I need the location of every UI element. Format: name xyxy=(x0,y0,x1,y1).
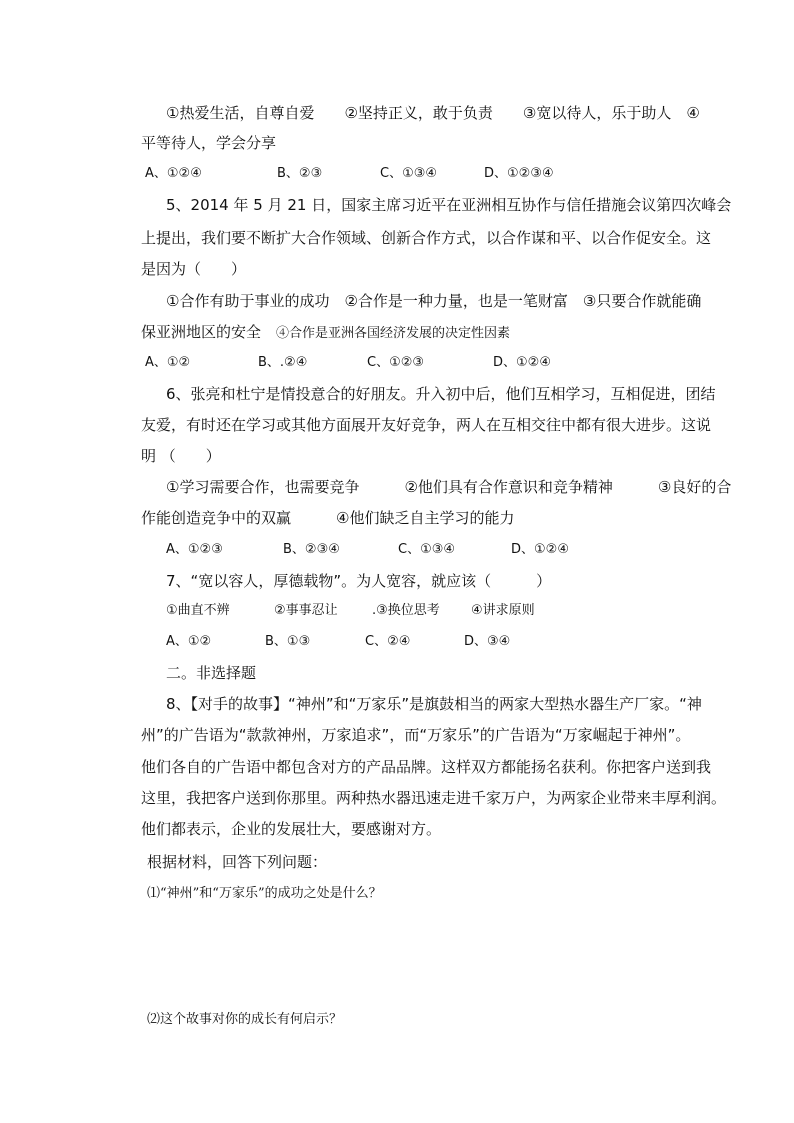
q6-option-c: C、①③④ xyxy=(398,542,456,557)
q5-statements-line2-a: 保亚洲地区的安全 xyxy=(141,323,277,341)
q5-statements-line2 xyxy=(141,322,510,344)
q5-statements-line1: ①合作有助于事业的成功 ②合作是一种力量，也是一笔财富 ③只要合作就能确 xyxy=(166,292,702,310)
q5-stem-line1: 5、2014 年 5 月 21 日，国家主席习近平在亚洲相互协作与信任措施会议第四次峰会 xyxy=(166,196,732,214)
q7-stem: 7、“宽以容人，厚德载物”。为人宽容，就应该（ ） xyxy=(166,572,552,590)
q6-option-b: B、②③④ xyxy=(283,542,340,557)
q6-stem-line2: 友爱，有时还在学习或其他方面展开友好竞争，两人在互相交往中都有很大进步。这说 xyxy=(141,416,712,434)
q7-statement-4: ④讲求原则 xyxy=(471,603,535,618)
q6-statements-line1: ①学习需要合作，也需要竞争 ②他们具有合作意识和竞争精神 ③良好的合 xyxy=(166,478,732,496)
q4-option-a: A、①②④ xyxy=(145,166,202,181)
q7-statement-3: .③换位思考 xyxy=(372,603,440,618)
q7-statement-2: ②事事忍让 xyxy=(274,603,338,618)
q8-material-line1: 8、【对手的故事】“神州”和“万家乐”是旗鼓相当的两家大型热水器生产厂家。“神 xyxy=(166,695,702,713)
q6-option-a: A、①②③ xyxy=(166,542,223,557)
q6-option-d: D、①②④ xyxy=(511,542,569,557)
q6-stem-line3: 明 （ ） xyxy=(141,447,221,465)
q4-option-d: D、①②③④ xyxy=(484,166,554,181)
q5-stem-line2: 上提出，我们要不断扩大合作领域、创新合作方式，以合作谋和平、以合作促安全。这 xyxy=(141,229,712,247)
q7-option-d: D、③④ xyxy=(464,634,511,649)
q5-option-d: D、①②④ xyxy=(493,355,551,370)
q4-statements-line2: 平等待人，学会分享 xyxy=(141,134,277,152)
q7-option-a: A、①② xyxy=(166,634,212,649)
q6-stem-line1: 6、张亮和杜宁是情投意合的好朋友。升入初中后，他们互相学习，互相促进，团结 xyxy=(166,385,716,403)
q4-option-c: C、①③④ xyxy=(380,166,438,181)
q5-statements-line2-b: ④合作是亚洲各国经济发展的决定性因素 xyxy=(276,326,511,341)
q8-material-line5: 他们都表示，企业的发展壮大，要感谢对方。 xyxy=(141,820,442,838)
q5-option-b: B、.②④ xyxy=(258,355,308,370)
q8-material-line2: 州”的广告语为“款款神州，万家追求”，而“万家乐”的广告语为“万家崛起于神州”。 xyxy=(141,726,691,744)
q8-material-line3: 他们各自的广告语中都包含对方的产品品牌。这样双方都能扬名获利。你把客户送到我 xyxy=(141,758,712,776)
q5-option-c: C、①②③ xyxy=(367,355,425,370)
q7-statement-1: ①曲直不辨 xyxy=(166,603,230,618)
q8-instruction: 根据材料，回答下列问题： xyxy=(147,853,328,871)
q5-stem-line3: 是因为（ ） xyxy=(141,260,247,278)
q4-option-b: B、②③ xyxy=(277,166,323,181)
q7-option-c: C、②④ xyxy=(365,634,411,649)
q6-statements-line2: 作能创造竞争中的双赢 ④他们缺乏自主学习的能力 xyxy=(141,509,515,527)
section-title: 二。非选择题 xyxy=(166,664,257,682)
q5-option-a: A、①② xyxy=(145,355,191,370)
q8-material-line4: 这里，我把客户送到你那里。两种热水器迅速走进千家万户，为两家企业带来丰厚利润。 xyxy=(141,789,727,807)
q4-statements-line1: ①热爱生活，自尊自爱 ②坚持正义，敢于负责 ③宽以待人，乐于助人 ④ xyxy=(166,104,700,122)
q8-subquestion-2: ⑵这个故事对你的成长有何启示？ xyxy=(147,1012,343,1027)
q7-option-b: B、①③ xyxy=(265,634,311,649)
q8-subquestion-1: ⑴“神州”和“万家乐”的成功之处是什么？ xyxy=(147,886,382,901)
